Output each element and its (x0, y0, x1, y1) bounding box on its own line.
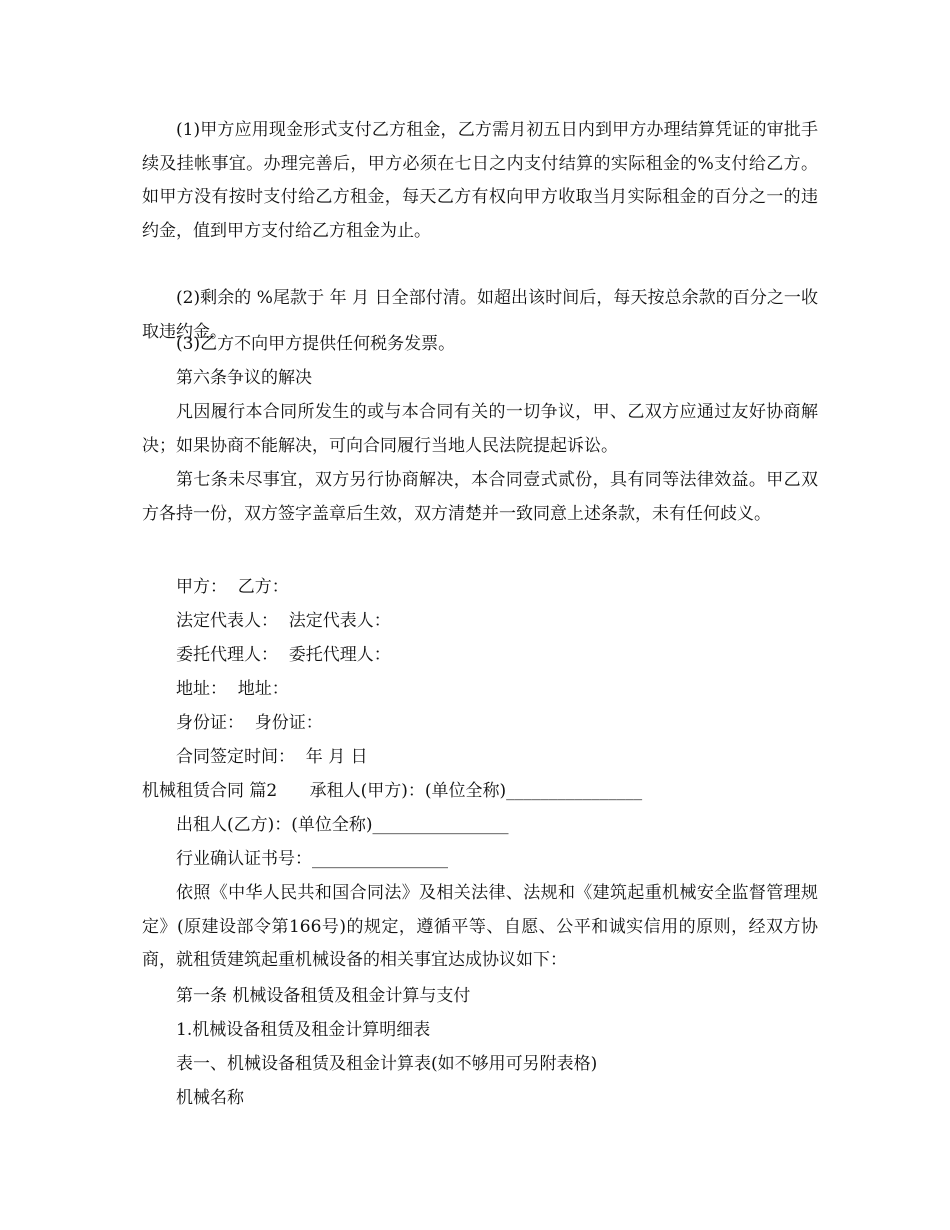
signing-date-line: 合同签定时间： 年 月 日 (176, 747, 368, 767)
article-1-heading: 第一条 机械设备租赁及租金计算与支付 (176, 986, 471, 1006)
authorized-agent-line: 委托代理人： 委托代理人： (176, 645, 391, 665)
party-line: 甲方： 乙方： (176, 577, 289, 597)
payment-clause-2: (2)剩余的 %尾款于 年 月 日全部付清。如超出该时间后，每天按总余款的百分之一收取违约金。 (142, 288, 818, 342)
address-line: 地址： 地址： (176, 679, 289, 699)
preamble-paragraph: 依照《中华人民共和国合同法》及相关法律、法规和《建筑起重机械安全监督管理规定》(原建设部令第166号)的规定，遵循平等、自愿、公平和诚实信用的原则，经双方协商，就租赁建筑起重机械设备的相关事宜达成协议如下： (142, 883, 818, 970)
dispute-clause: 凡因履行本合同所发生的或与本合同有关的一切争议，甲、乙双方应通过友好协商解决；如果协商不能解决，可向合同履行当地人民法院提起诉讼。 (142, 402, 818, 456)
payment-clause-1: (1)甲方应用现金形式支付乙方租金，乙方需月初五日内到甲方办理结算凭证的审批手续及挂帐事宜。办理完善后，甲方必须在七日之内支付结算的实际租金的%支付给乙方。如甲方没有按时支付给乙方租金，每天乙方有权向甲方收取当月实际租金的百分之一的违约金，值到甲方支付给乙方租金为止。 (142, 120, 818, 241)
article-6-heading: 第六条争议的解决 (176, 368, 312, 388)
machine-name-label: 机械名称 (176, 1088, 244, 1108)
lessor-line: 出租人(乙方)：(单位全称)________________ (176, 815, 509, 835)
article-7-clause: 第七条未尽事宜，双方另行协商解决，本合同壹式贰份，具有同等法律效益。甲乙双方各持一份，双方签字盖章后生效，双方清楚并一致同意上述条款，未有任何歧义。 (142, 470, 818, 524)
id-card-line: 身份证： 身份证： (176, 713, 323, 733)
table-1-caption: 表一、机械设备租赁及租金计算表(如不够用可另附表格) (176, 1054, 598, 1074)
payment-clause-3: (3)乙方不向甲方提供任何税务发票。 (176, 334, 456, 354)
schedule-heading: 1.机械设备租赁及租金计算明细表 (176, 1020, 431, 1040)
legal-representative-line: 法定代表人： 法定代表人： (176, 611, 391, 631)
contract-2-heading-lessee: 机械租赁合同 篇2 承租人(甲方)：(单位全称)________________ (142, 781, 643, 801)
industry-certificate-line: 行业确认证书号：________________ (176, 849, 448, 869)
